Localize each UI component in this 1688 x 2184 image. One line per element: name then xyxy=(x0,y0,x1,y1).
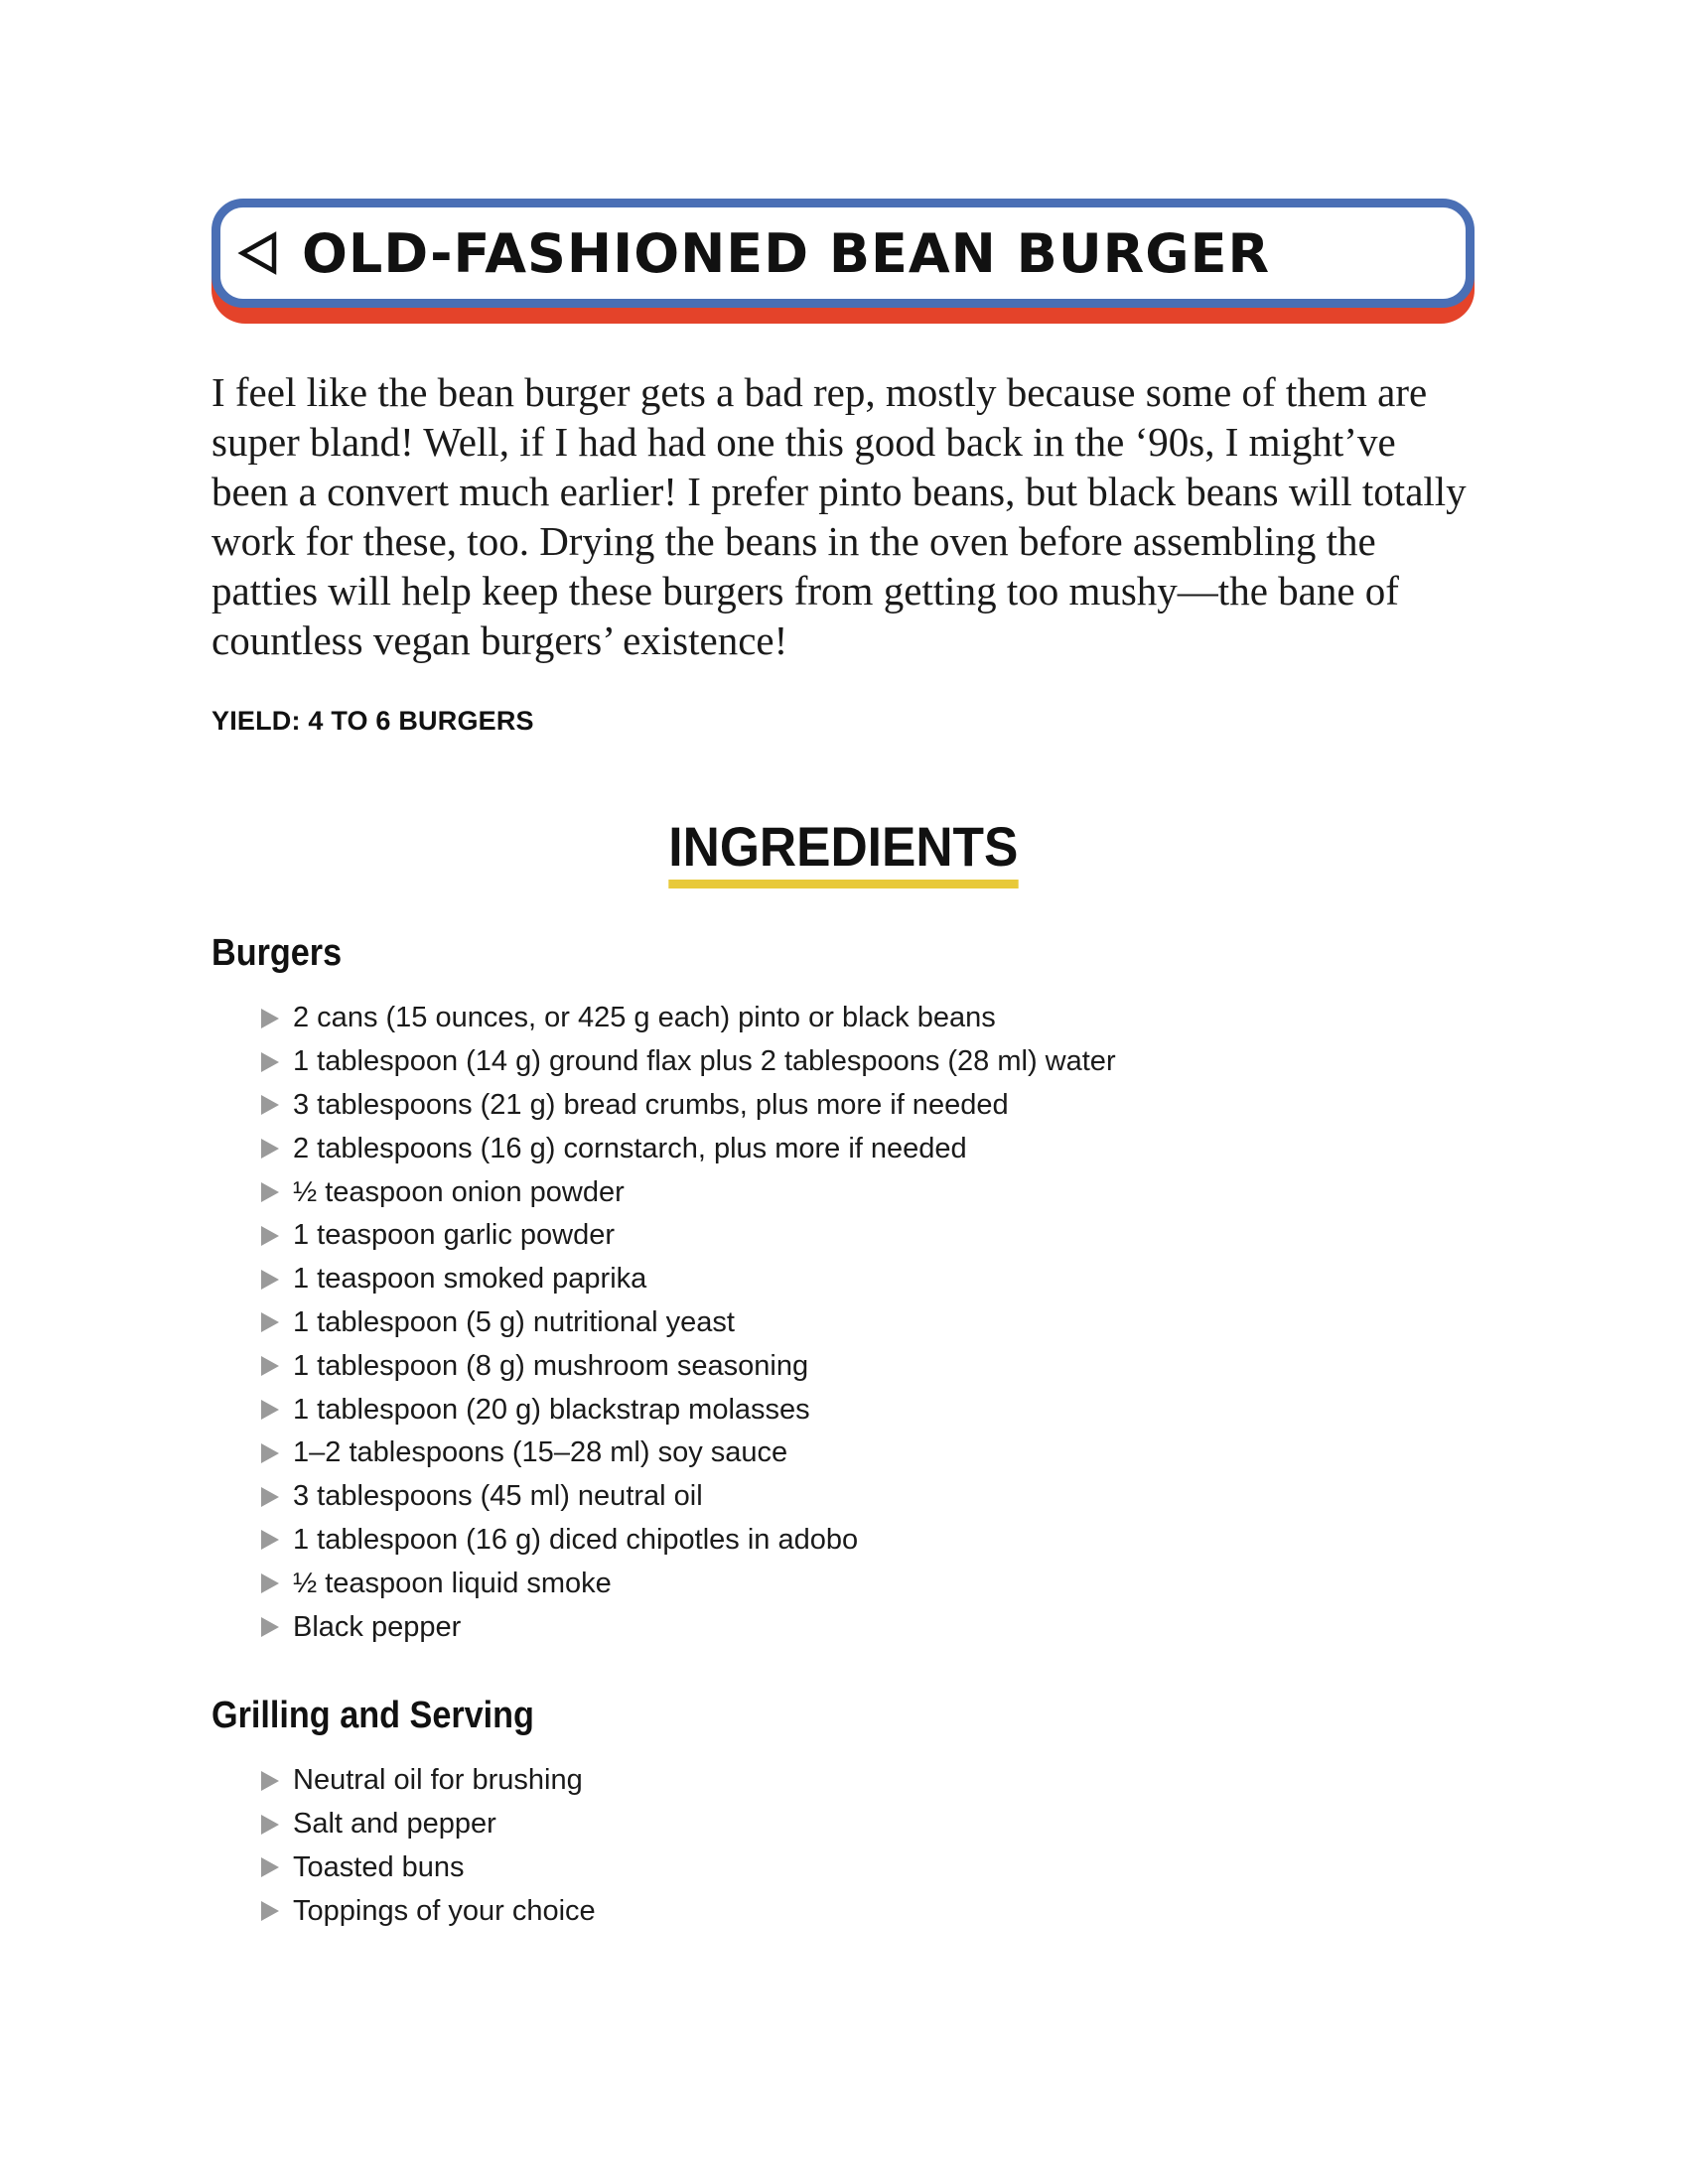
bullet-triangle-icon xyxy=(261,1400,279,1420)
section-title-grilling: Grilling and Serving xyxy=(211,1694,534,1736)
list-item xyxy=(261,1432,1475,1475)
ingredient-text: 1 teaspoon smoked paprika xyxy=(293,1263,647,1296)
bullet-triangle-icon xyxy=(261,1617,279,1637)
list-item xyxy=(261,1889,1475,1933)
ingredient-text: 1 teaspoon garlic powder xyxy=(293,1219,616,1252)
bullet-triangle-icon xyxy=(261,1270,279,1290)
bullet-triangle-icon xyxy=(261,1857,279,1877)
ingredient-text: Salt and pepper xyxy=(293,1808,496,1841)
ingredient-text: 1–2 tablespoons (15–28 ml) soy sauce xyxy=(293,1436,788,1469)
list-item xyxy=(261,1388,1475,1432)
bullet-triangle-icon xyxy=(261,1901,279,1921)
ingredients-heading-wrap xyxy=(211,816,1475,888)
recipe-page xyxy=(211,199,1475,1933)
ingredient-text: 2 cans (15 ounces, or 425 g each) pinto or black beans xyxy=(293,1002,996,1034)
bullet-triangle-icon xyxy=(261,1487,279,1507)
ingredient-text: 1 tablespoon (20 g) blackstrap molasses xyxy=(293,1393,810,1426)
bullet-triangle-icon xyxy=(261,1771,279,1791)
list-item xyxy=(261,1803,1475,1846)
ingredient-text: ½ teaspoon onion powder xyxy=(293,1175,625,1208)
title-banner xyxy=(211,199,1475,328)
section-grilling-serving xyxy=(211,1695,1475,1933)
bullet-triangle-icon xyxy=(261,1573,279,1593)
list-item xyxy=(261,1562,1475,1605)
bullet-triangle-icon xyxy=(261,1815,279,1835)
bullet-triangle-icon xyxy=(261,1530,279,1550)
list-item xyxy=(261,1344,1475,1388)
ingredients-heading: INGREDIENTS xyxy=(668,816,1018,888)
recipe-title: OLD-FASHIONED BEAN BURGER xyxy=(302,221,1271,285)
ingredient-text: 3 tablespoons (21 g) bread crumbs, plus more if needed xyxy=(293,1088,1009,1121)
ingredient-text: 1 tablespoon (14 g) ground flax plus 2 tablespoons (28 ml) water xyxy=(293,1045,1116,1078)
list-item xyxy=(261,1759,1475,1803)
list-item xyxy=(261,1301,1475,1345)
ingredient-text: 2 tablespoons (16 g) cornstarch, plus more if needed xyxy=(293,1132,967,1164)
bullet-triangle-icon xyxy=(261,1226,279,1246)
back-triangle-icon[interactable] xyxy=(234,229,282,277)
bullet-triangle-icon xyxy=(261,1443,279,1463)
list-item xyxy=(261,1258,1475,1301)
bullet-triangle-icon xyxy=(261,1182,279,1202)
list-item xyxy=(261,1519,1475,1563)
yield-label: YIELD: 4 TO 6 BURGERS xyxy=(211,706,534,736)
bullet-triangle-icon xyxy=(261,1009,279,1028)
list-item xyxy=(261,1084,1475,1128)
ingredient-text: Neutral oil for brushing xyxy=(293,1764,583,1797)
list-item xyxy=(261,997,1475,1040)
bullet-triangle-icon xyxy=(261,1095,279,1115)
bullet-triangle-icon xyxy=(261,1356,279,1376)
ingredient-text: Toasted buns xyxy=(293,1850,465,1883)
list-item xyxy=(261,1605,1475,1649)
ingredient-text: Toppings of your choice xyxy=(293,1894,596,1927)
section-title-burgers: Burgers xyxy=(211,932,343,974)
banner-box xyxy=(211,199,1475,308)
list-item xyxy=(261,1846,1475,1890)
ingredient-text: Black pepper xyxy=(293,1610,462,1643)
ingredient-text: 1 tablespoon (16 g) diced chipotles in adobo xyxy=(293,1523,859,1556)
list-item xyxy=(261,1040,1475,1084)
section-burgers xyxy=(211,932,1475,1649)
ingredient-text: 3 tablespoons (45 ml) neutral oil xyxy=(293,1480,703,1513)
ingredient-text: 1 tablespoon (8 g) mushroom seasoning xyxy=(293,1349,809,1382)
intro-paragraph: I feel like the bean burger gets a bad rep, mostly because some of them are super bland! Well, if I had had one this good back in the ‘90s, I might’ve been a convert much earlier! I prefer pinto beans, but black beans will totally work for these, too. Drying the beans in the oven before assembling the patties will help keep these burgers from getting too mushy—the bane of countless vegan burgers’ existence! xyxy=(211,369,1467,663)
ingredient-list-grilling xyxy=(211,1759,1475,1933)
bullet-triangle-icon xyxy=(261,1052,279,1072)
bullet-triangle-icon xyxy=(261,1139,279,1159)
list-item xyxy=(261,1170,1475,1214)
ingredient-text: ½ teaspoon liquid smoke xyxy=(293,1567,612,1599)
ingredient-list-burgers xyxy=(211,997,1475,1649)
list-item xyxy=(261,1475,1475,1519)
list-item xyxy=(261,1214,1475,1258)
list-item xyxy=(261,1127,1475,1170)
bullet-triangle-icon xyxy=(261,1312,279,1332)
ingredient-text: 1 tablespoon (5 g) nutritional yeast xyxy=(293,1305,735,1338)
